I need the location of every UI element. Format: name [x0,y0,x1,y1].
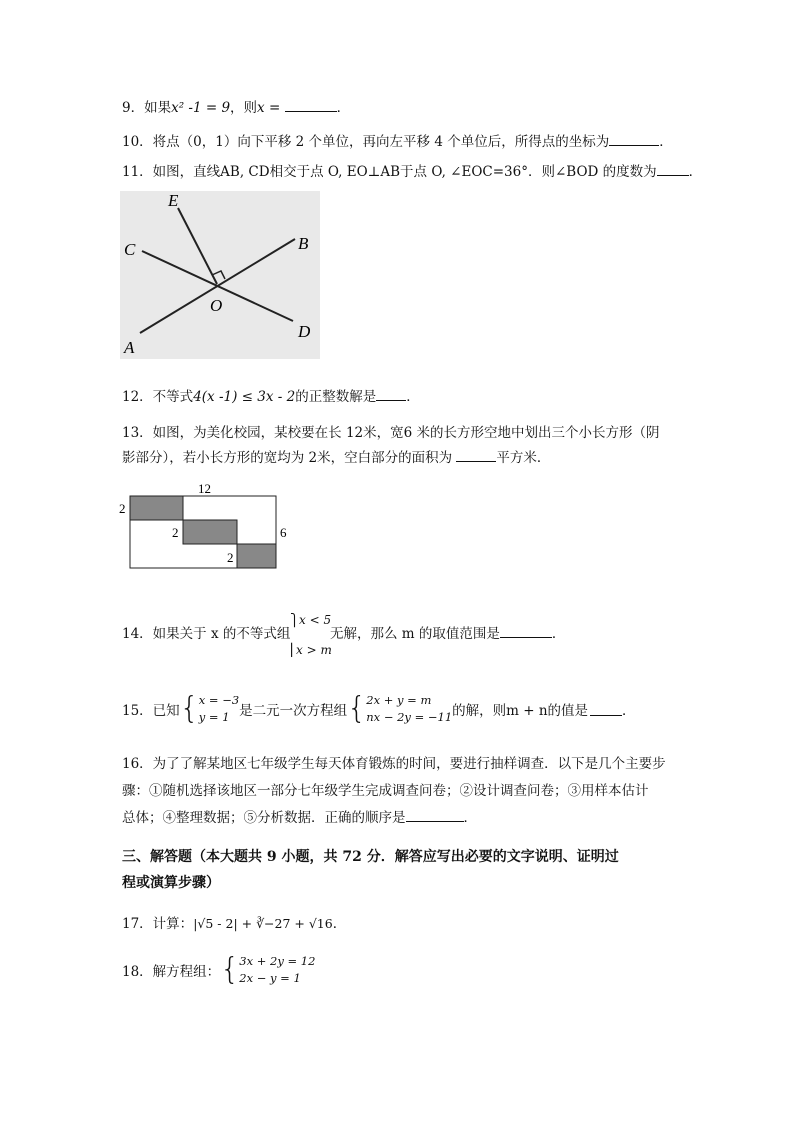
q14-lead: 14．如果关于 x 的不等式组 [122,626,291,642]
q15-lead: 15．已知 [122,703,180,719]
question-14-tail [330,622,565,642]
q14-brace-top: ⎫ [290,613,299,627]
q12-answer-blank [376,388,406,401]
label-strip-2: 2 [172,525,179,540]
q9-answer-blank [285,99,337,112]
q14-end: ． [551,626,566,642]
q9-end: ． [336,100,351,116]
q12-lead: 12．不等式 [122,389,194,405]
q11-answer-blank [657,163,689,176]
figure-11-svg [120,191,320,359]
figure-11-lines [120,191,320,359]
q14-system-bottom [290,643,332,657]
q18-lead: 18．解方程组： [122,964,221,980]
label-strip-1: 2 [119,501,126,516]
question-16-line-2 [122,779,649,799]
q10-answer-blank [609,133,659,146]
ray-oe [178,208,217,284]
label-strip-3: 2 [227,550,234,565]
q14-answer-blank [500,625,552,638]
q15-eq-3: 2x + y = m [366,693,432,707]
q17-lead: 17．计算： [122,916,194,932]
shaded-strip-2 [183,520,237,544]
q14-system-top [290,613,331,627]
question-15 [122,692,636,726]
shaded-strip-1 [130,496,183,520]
question-10 [122,130,673,150]
question-11 [122,160,702,180]
question-13-line-2 [122,446,550,466]
q15-brace-2: { [347,691,367,726]
question-16-line-1 [122,752,666,772]
q11-end: ． [688,164,703,180]
q14-ineq-1: x < 5 [299,613,332,627]
q15-mid: 是二元一次方程组 [239,703,348,719]
q11-text: 11．如图，直线AB, CD相交于点 O, EO⊥AB于点 O, ∠EOC=36°．则∠BOD 的度数为 [122,164,657,180]
q15-system-2 [366,692,452,726]
section3-line1: 三、解答题（本大题共 9 小题，共 72 分．解答应写出必要的文字说明、证明过 [122,849,619,865]
q9-var: x [257,100,265,116]
figure-13-rectangle [116,480,296,575]
label-a: A [124,338,135,357]
question-12 [122,385,420,405]
q9-mid: ，则 [230,100,258,116]
label-b: B [298,234,309,253]
q18-brace: { [220,952,240,987]
section-3-heading-line-1 [122,846,619,866]
q15-answer-blank [590,703,622,716]
q13-answer-blank [456,449,496,462]
q16-line3: 总体；④整理数据；⑤分析数据．正确的顺序是 [122,810,406,826]
q15-brace-1: { [179,691,199,726]
q15-eq-4: nx − 2y = −11 [366,710,453,724]
q15-tail: 的解，则m + n的值是 [452,703,589,719]
question-16-line-3 [122,806,477,826]
q10-end: ． [659,134,673,150]
shaded-strip-3 [237,544,276,568]
q9-expression: x² -1 = 9 [171,100,231,116]
label-width: 6 [280,525,287,540]
q12-expression: 4(x -1) ≤ 3x - 2 [193,389,296,405]
q13-line1: 13．如图，为美化校园，某校要在长 12米，宽6 米的长方形空地中划出三个小长方形（阴 [122,425,660,441]
section3-line2: 程或演算步骤） [122,875,220,891]
q14-ineq-2: x > m [296,643,332,657]
q16-line1: 16．为了了解某地区七年级学生每天体育锻炼的时间，要进行抽样调查．以下是几个主要步 [122,756,666,772]
q14-brace-bottom: ⎜ [290,643,296,657]
q16-line2: 骤：①随机选择该地区一部分七年级学生完成调查问卷；②设计调查问卷；③用样本估计 [122,783,649,799]
q9-equals: = [264,100,285,116]
label-d: D [298,322,311,341]
question-13-line-1 [122,421,660,441]
q16-answer-blank [406,809,464,822]
question-14 [122,622,290,642]
q9-number: 9． [122,100,145,116]
label-c: C [124,240,136,259]
q18-system [239,953,315,987]
label-length: 12 [198,481,211,496]
question-17 [122,912,346,932]
q15-end: ． [622,703,636,719]
q9-lead: 如果 [144,100,172,116]
q18-eq-1: 3x + 2y = 12 [239,954,316,968]
q16-end: ． [463,810,477,826]
q12-tail: 的正整数解是 [295,389,377,405]
q17-end: ． [332,916,347,932]
q15-eq-2: y = 1 [198,710,230,724]
q15-system-1 [199,692,239,726]
q10-text: 10．将点（0，1）向下平移 2 个单位，再向左平移 4 个单位后，所得点的坐标为 [122,134,610,150]
question-9 [122,96,350,116]
q14-mid: 无解，那么 m 的取值范围是 [330,626,500,642]
q13-line2a: 影部分），若小长方形的宽均为 2米，空白部分的面积为 [122,450,457,466]
label-e: E [168,191,179,210]
q15-eq-1: x = −3 [198,693,240,707]
q18-eq-2: 2x − y = 1 [239,971,301,985]
q12-end: ． [406,389,420,405]
question-18 [122,953,315,987]
label-o: O [210,296,223,315]
figure-13-svg [116,480,296,575]
section-3-heading-line-2 [122,872,220,892]
q13-line2b: 平方米． [496,450,551,466]
q17-expression: |√5 - 2| + ∛−27 + √16 [193,916,333,931]
